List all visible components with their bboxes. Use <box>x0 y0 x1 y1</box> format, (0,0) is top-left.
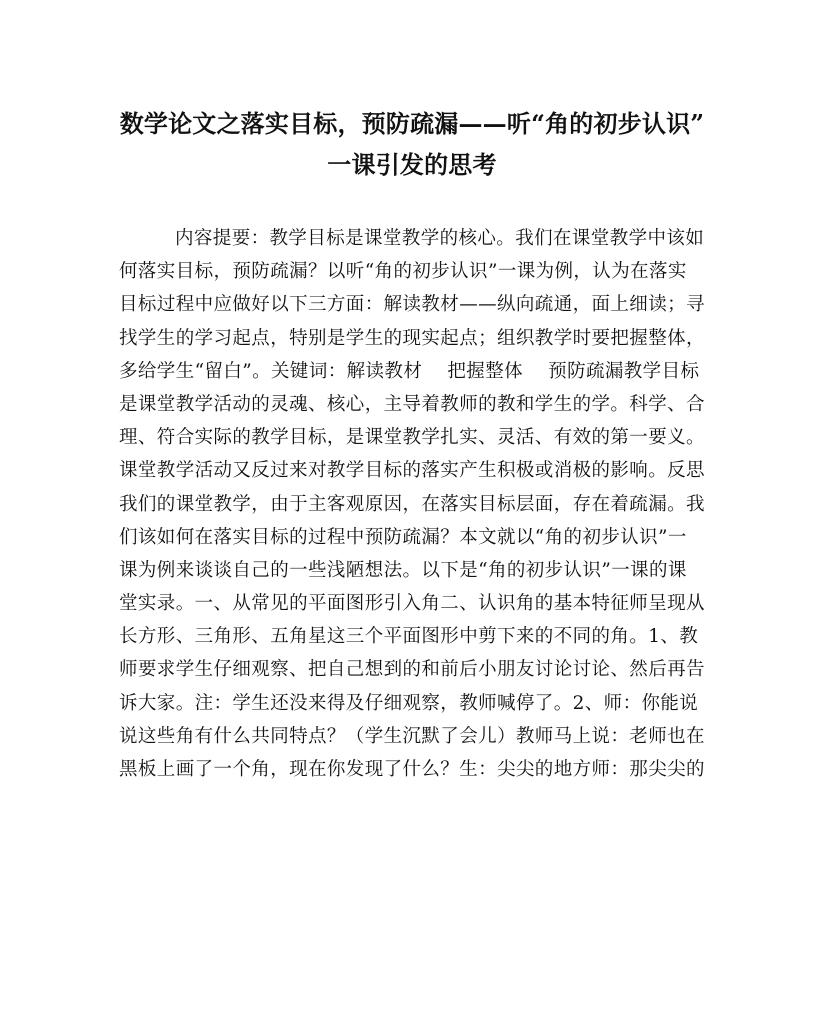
document-title <box>112 103 712 185</box>
body-line: 理、符合实际的教学目标，是课堂教学扎实、灵活、有效的第一要义。 <box>119 427 705 449</box>
body-line: 目标过程中应做好以下三方面：解读教材——纵向疏通，面上细读；寻 <box>119 294 705 316</box>
body-line: 我们的课堂教学，由于主客观原因，在落实目标层面，存在着疏漏。我 <box>119 493 705 515</box>
body-line: 长方形、三角形、五角星这三个平面图形中剪下来的不同的角。1、教 <box>119 626 699 648</box>
body-line: 是课堂教学活动的灵魂、核心，主导着教师的教和学生的学。科学、合 <box>119 393 705 415</box>
body-line: 说这些角有什么共同特点？（学生沉默了会儿）教师马上说：老师也在 <box>119 725 705 747</box>
body-line: 课堂教学活动又反过来对教学目标的落实产生积极或消极的影响。反思 <box>119 460 705 482</box>
body-line: 内容提要：教学目标是课堂教学的核心。我们在课堂教学中该如 <box>175 228 705 249</box>
title-line-2: 一课引发的思考 <box>327 150 497 179</box>
title-line-1: 数学论文之落实目标，预防疏漏——听“角的初步认识” <box>119 109 705 138</box>
body-line: 何落实目标，预防疏漏？以听“角的初步认识”一课为例，认为在落实 <box>119 261 687 283</box>
body-line: 多给学生“留白”。关键词：解读教材 把握整体 预防疏漏教学目标 <box>119 360 700 382</box>
body-line: 们该如何在落实目标的过程中预防疏漏？本文就以“角的初步认识”一 <box>119 526 687 548</box>
body-line: 找学生的学习起点，特别是学生的现实起点；组织教学时要把握整体， <box>119 327 705 349</box>
body-line: 诉大家。注：学生还没来得及仔细观察，教师喊停了。2、师：你能说 <box>119 692 699 714</box>
body-line: 课为例来谈谈自己的一些浅陋想法。以下是“角的初步认识”一课的课 <box>119 559 687 581</box>
body-line: 师要求学生仔细观察、把自己想到的和前后小朋友讨论讨论、然后再告 <box>119 659 705 681</box>
document-body <box>119 222 705 786</box>
body-line: 堂实录。一、从常见的平面图形引入角二、认识角的基本特征师呈现从 <box>119 593 705 615</box>
body-line: 黑板上画了一个角，现在你发现了什么？生：尖尖的地方师：那尖尖的 <box>119 759 705 780</box>
